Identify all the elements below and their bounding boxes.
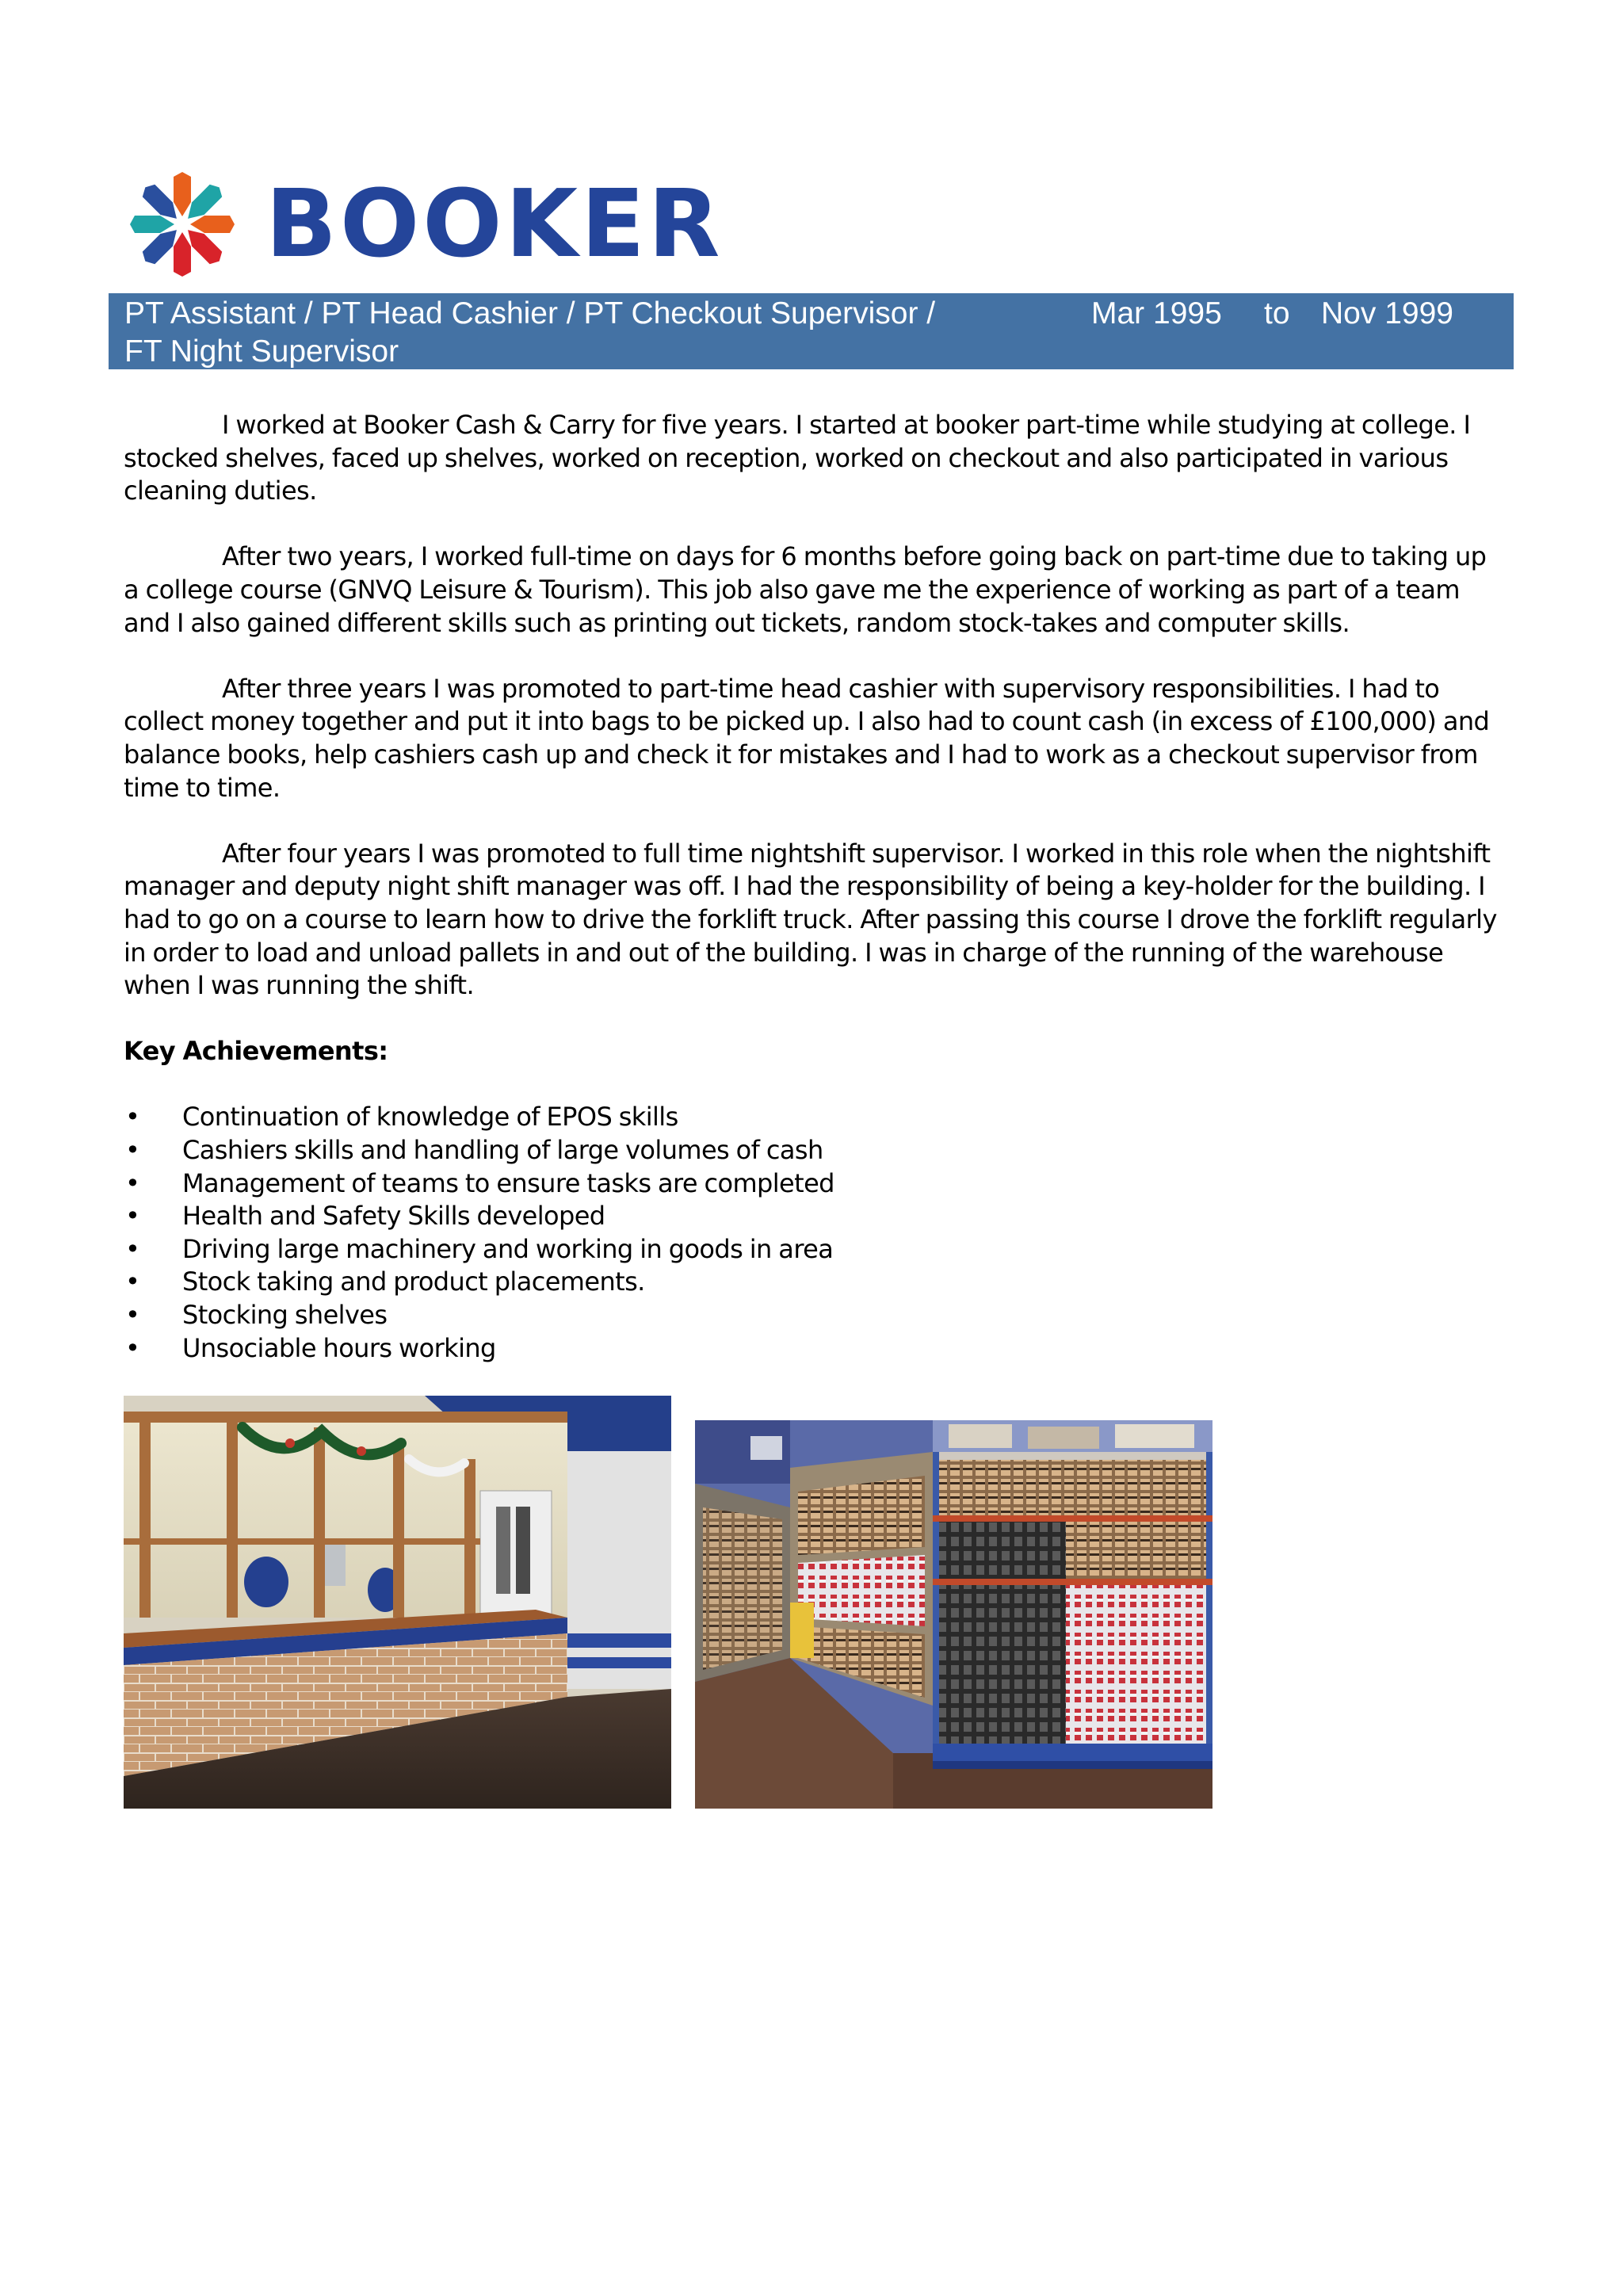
list-item [124, 1233, 1503, 1266]
list-item-text: Driving large machinery and working in goods in area [182, 1233, 834, 1264]
bullet-icon: • [125, 1135, 140, 1166]
key-achievements-heading: Key Achievements: [124, 1036, 388, 1067]
bullet-icon: • [125, 1102, 140, 1133]
list-item [124, 1101, 1503, 1134]
job-title-line-1: PT Assistant / PT Head Cashier / PT Checkout Supervisor / [124, 296, 936, 330]
date-from: Mar 1995 [1091, 296, 1222, 330]
paragraph: After two years, I worked full-time on days for 6 months before going back on part-time due to taking up a college course (GNVQ Leisure & Tourism). This job also gave me the experience of working as part of a team and I also gained different skills such as printing out tickets, random stock-takes and computer skills. [124, 541, 1487, 638]
job-title-line-2: FT Night Supervisor [124, 334, 399, 369]
list-item-text: Management of teams to ensure tasks are completed [182, 1167, 834, 1198]
bullet-icon: • [125, 1201, 140, 1232]
paragraph: After four years I was promoted to full time nightshift supervisor. I worked in this role when the nightshift manager and deputy night shift manager was off. I had the responsibility of being a key-holder for the building. I had to go on a course to learn how to drive the forklift truck. After passing this course I drove the forklift regularly in order to load and unload pallets in and out of the building. I was in charge of the running of the warehouse when I was running the shift. [124, 838, 1497, 1001]
date-separator: to [1264, 296, 1290, 330]
paragraph: After three years I was promoted to part-time head cashier with supervisory responsibilities. I had to collect money together and put it into bags to be picked up. I also had to count cash (in excess of £100,000) and balance books, help cashiers cash up and check it for mistakes and I had to work as a checkout supervisor from time to time. [124, 673, 1490, 803]
job-dates [1091, 295, 1453, 333]
key-achievements-list [124, 1101, 1503, 1365]
list-item [124, 1332, 1503, 1366]
bullet-icon: • [125, 1266, 140, 1297]
list-item-text: Continuation of knowledge of EPOS skills [182, 1102, 678, 1133]
bullet-icon: • [125, 1167, 140, 1198]
list-item [124, 1200, 1503, 1233]
list-item-text: Stock taking and product placements. [182, 1266, 645, 1297]
bullet-icon: • [125, 1300, 140, 1331]
booker-logo [127, 169, 724, 280]
list-item [124, 1167, 1503, 1201]
list-item-text: Stocking shelves [182, 1300, 388, 1331]
booker-star-icon [127, 169, 238, 280]
job-title [124, 295, 1075, 371]
bullet-icon: • [125, 1233, 140, 1264]
job-header-bar [109, 293, 1514, 369]
paragraph: I worked at Booker Cash & Carry for five years. I started at booker part-time while studying at college. I stocked shelves, faced up shelves, worked on reception, worked on checkout and also participated in various cleaning duties. [124, 410, 1471, 506]
warehouse-aisle-photo [695, 1420, 1212, 1809]
list-item [124, 1266, 1503, 1299]
list-item-text: Health and Safety Skills developed [182, 1201, 605, 1232]
list-item-text: Unsociable hours working [182, 1332, 496, 1363]
bullet-icon: • [125, 1332, 140, 1363]
list-item-text: Cashiers skills and handling of large volumes of cash [182, 1135, 823, 1166]
list-item [124, 1299, 1503, 1332]
date-to: Nov 1999 [1321, 296, 1453, 330]
cashier-office-photo [124, 1396, 671, 1809]
job-description [124, 409, 1503, 1365]
booker-logo-text: BOOKER [265, 169, 724, 278]
list-item [124, 1134, 1503, 1167]
